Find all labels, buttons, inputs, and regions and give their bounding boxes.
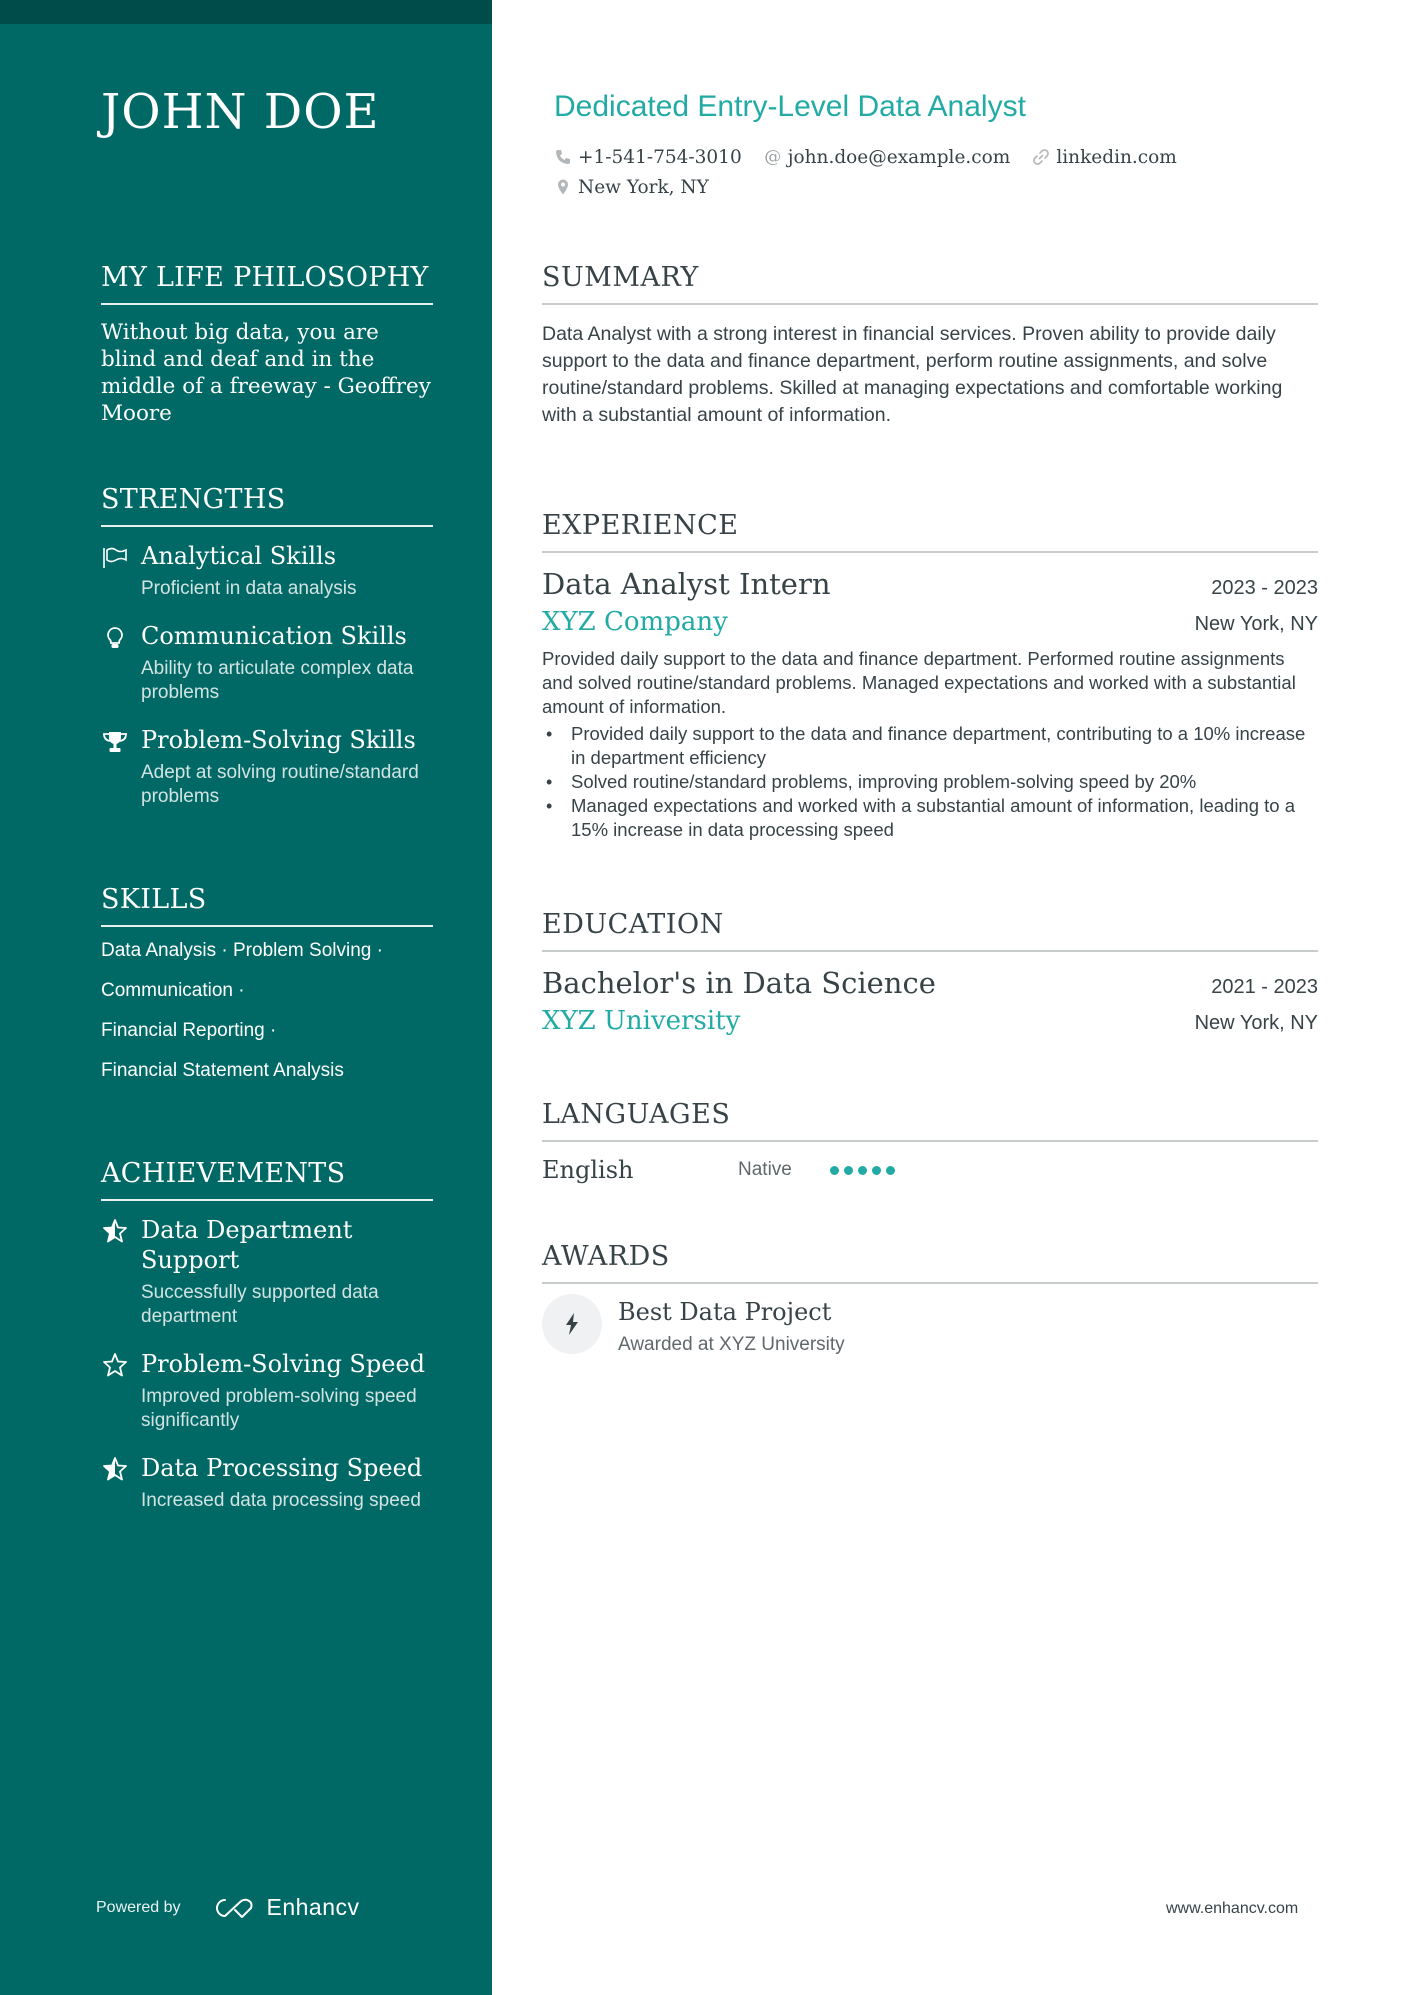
rating-dot-filled [830, 1166, 839, 1175]
award-icon-circle [542, 1294, 602, 1354]
experience-role: Data Analyst Intern [542, 567, 831, 601]
powered-by-footer [96, 1894, 360, 1921]
star-half-icon [101, 1217, 129, 1245]
strength-item [101, 541, 433, 601]
experience-bullet: • Managed expectations and worked with a substantial amount of information, leading to a 15% increase in data processing speed [542, 794, 1318, 842]
phone-text: +1-541-754-3010 [578, 146, 742, 168]
education-dates: 2021 - 2023 [1211, 976, 1318, 998]
achievement-description: Improved problem-solving speed significantly [141, 1386, 417, 1431]
skills-heading: SKILLS [101, 884, 433, 927]
education-school[interactable]: XYZ University [542, 1006, 741, 1036]
experience-location: New York, NY [1194, 613, 1318, 635]
strength-description: Ability to articulate complex data problems [141, 658, 414, 703]
awards-heading: AWARDS [542, 1241, 1318, 1284]
contact-email[interactable] [764, 147, 1011, 168]
education-section [542, 909, 1318, 1036]
experience-bullet: • Solved routine/standard problems, improving problem-solving speed by 20% [542, 770, 1318, 794]
experience-entry [542, 567, 1318, 842]
achievements-section [101, 1158, 433, 1513]
contact-link[interactable] [1032, 147, 1177, 168]
candidate-name: JOHN DOE [101, 84, 380, 140]
website-link[interactable]: www.enhancv.com [1166, 1900, 1299, 1917]
education-degree: Bachelor's in Data Science [542, 966, 936, 1000]
lightning-icon [561, 1311, 583, 1337]
experience-section [542, 510, 1318, 842]
education-heading: EDUCATION [542, 909, 1318, 952]
language-level: Native [738, 1159, 792, 1180]
skills-line: Financial Reporting · [101, 1020, 277, 1041]
flag-icon [101, 543, 129, 571]
achievement-item [101, 1215, 433, 1329]
experience-company[interactable]: XYZ Company [542, 607, 728, 637]
link-text[interactable]: linkedin.com [1056, 146, 1177, 168]
languages-heading: LANGUAGES [542, 1099, 1318, 1142]
languages-section [542, 1099, 1318, 1184]
achievement-title: Problem-Solving Speed [141, 1350, 426, 1378]
experience-dates: 2023 - 2023 [1211, 577, 1318, 599]
achievement-description: Increased data processing speed [141, 1490, 421, 1511]
trophy-icon [101, 727, 129, 755]
contact-location [554, 177, 709, 198]
philosophy-quote: Without big data, you are blind and deaf and in the middle of a freeway - Geoffrey Moore [101, 320, 431, 426]
skills-section [101, 884, 433, 1099]
location-pin-icon [554, 178, 572, 196]
strength-description: Proficient in data analysis [141, 578, 357, 599]
language-rating [830, 1166, 895, 1175]
experience-description: Provided daily support to the data and finance department. Performed routine assignments and solved routine/standard problems. Managed expectations and worked with a substantial amount of information. [542, 648, 1296, 717]
strength-title: Problem-Solving Skills [141, 726, 416, 754]
at-icon: @ [764, 147, 782, 167]
achievement-description: Successfully supported data department [141, 1282, 379, 1327]
award-item [542, 1294, 1318, 1356]
award-title: Best Data Project [618, 1298, 832, 1326]
rating-dot-filled [872, 1166, 881, 1175]
star-outline-icon [101, 1351, 129, 1379]
strength-description: Adept at solving routine/standard problems [141, 762, 419, 807]
language-item [542, 1156, 1318, 1184]
experience-heading: EXPERIENCE [542, 510, 1318, 553]
skills-line: Communication · [101, 980, 245, 1001]
rating-dot-filled [858, 1166, 867, 1175]
rating-dot-filled [844, 1166, 853, 1175]
achievements-heading: ACHIEVEMENTS [101, 1158, 433, 1201]
experience-bullet: • Provided daily support to the data and finance department, contributing to a 10% increase in department efficiency [542, 722, 1318, 770]
achievement-title: Data Processing Speed [141, 1454, 423, 1482]
summary-section [542, 262, 1318, 429]
award-subtitle: Awarded at XYZ University [618, 1334, 845, 1355]
email-text[interactable]: john.doe@example.com [787, 146, 1011, 168]
education-entry [542, 966, 1318, 1036]
strengths-section [101, 484, 433, 809]
strength-title: Communication Skills [141, 622, 407, 650]
rating-dot-filled [886, 1166, 895, 1175]
achievement-item [101, 1349, 433, 1433]
strength-item [101, 725, 433, 809]
experience-bullets [542, 722, 1318, 842]
lightbulb-icon [101, 623, 129, 651]
language-name: English [542, 1156, 634, 1184]
strength-title: Analytical Skills [141, 542, 337, 570]
philosophy-section [101, 262, 433, 427]
education-location: New York, NY [1194, 1012, 1318, 1034]
enhancv-brand[interactable]: Enhancv [266, 1894, 360, 1920]
phone-icon [554, 148, 572, 166]
awards-section [542, 1241, 1318, 1356]
link-icon [1032, 148, 1050, 166]
contact-info [554, 142, 1314, 202]
skills-list [101, 939, 433, 1083]
job-title: Dedicated Entry-Level Data Analyst [554, 90, 1026, 123]
contact-phone [554, 147, 742, 168]
skills-line: Data Analysis · Problem Solving · [101, 940, 383, 961]
achievement-title: Data Department Support [141, 1216, 353, 1274]
summary-text: Data Analyst with a strong interest in financial services. Proven ability to provide daily support to the data and finance department, perform routine assignments, and solve routine/standard problems. Skilled at managing expectations and comfortable working with a substantial amount of information. [542, 323, 1283, 426]
summary-heading: SUMMARY [542, 262, 1318, 305]
strength-item [101, 621, 433, 705]
powered-by-label: Powered by [96, 1898, 181, 1916]
strengths-heading: STRENGTHS [101, 484, 433, 527]
location-text: New York, NY [578, 176, 709, 198]
star-half-icon [101, 1455, 129, 1483]
sidebar-top-band [0, 0, 492, 24]
enhancv-logo-icon[interactable] [209, 1895, 257, 1921]
philosophy-heading: MY LIFE PHILOSOPHY [101, 262, 433, 305]
skills-line: Financial Statement Analysis [101, 1060, 344, 1081]
achievement-item [101, 1453, 433, 1513]
